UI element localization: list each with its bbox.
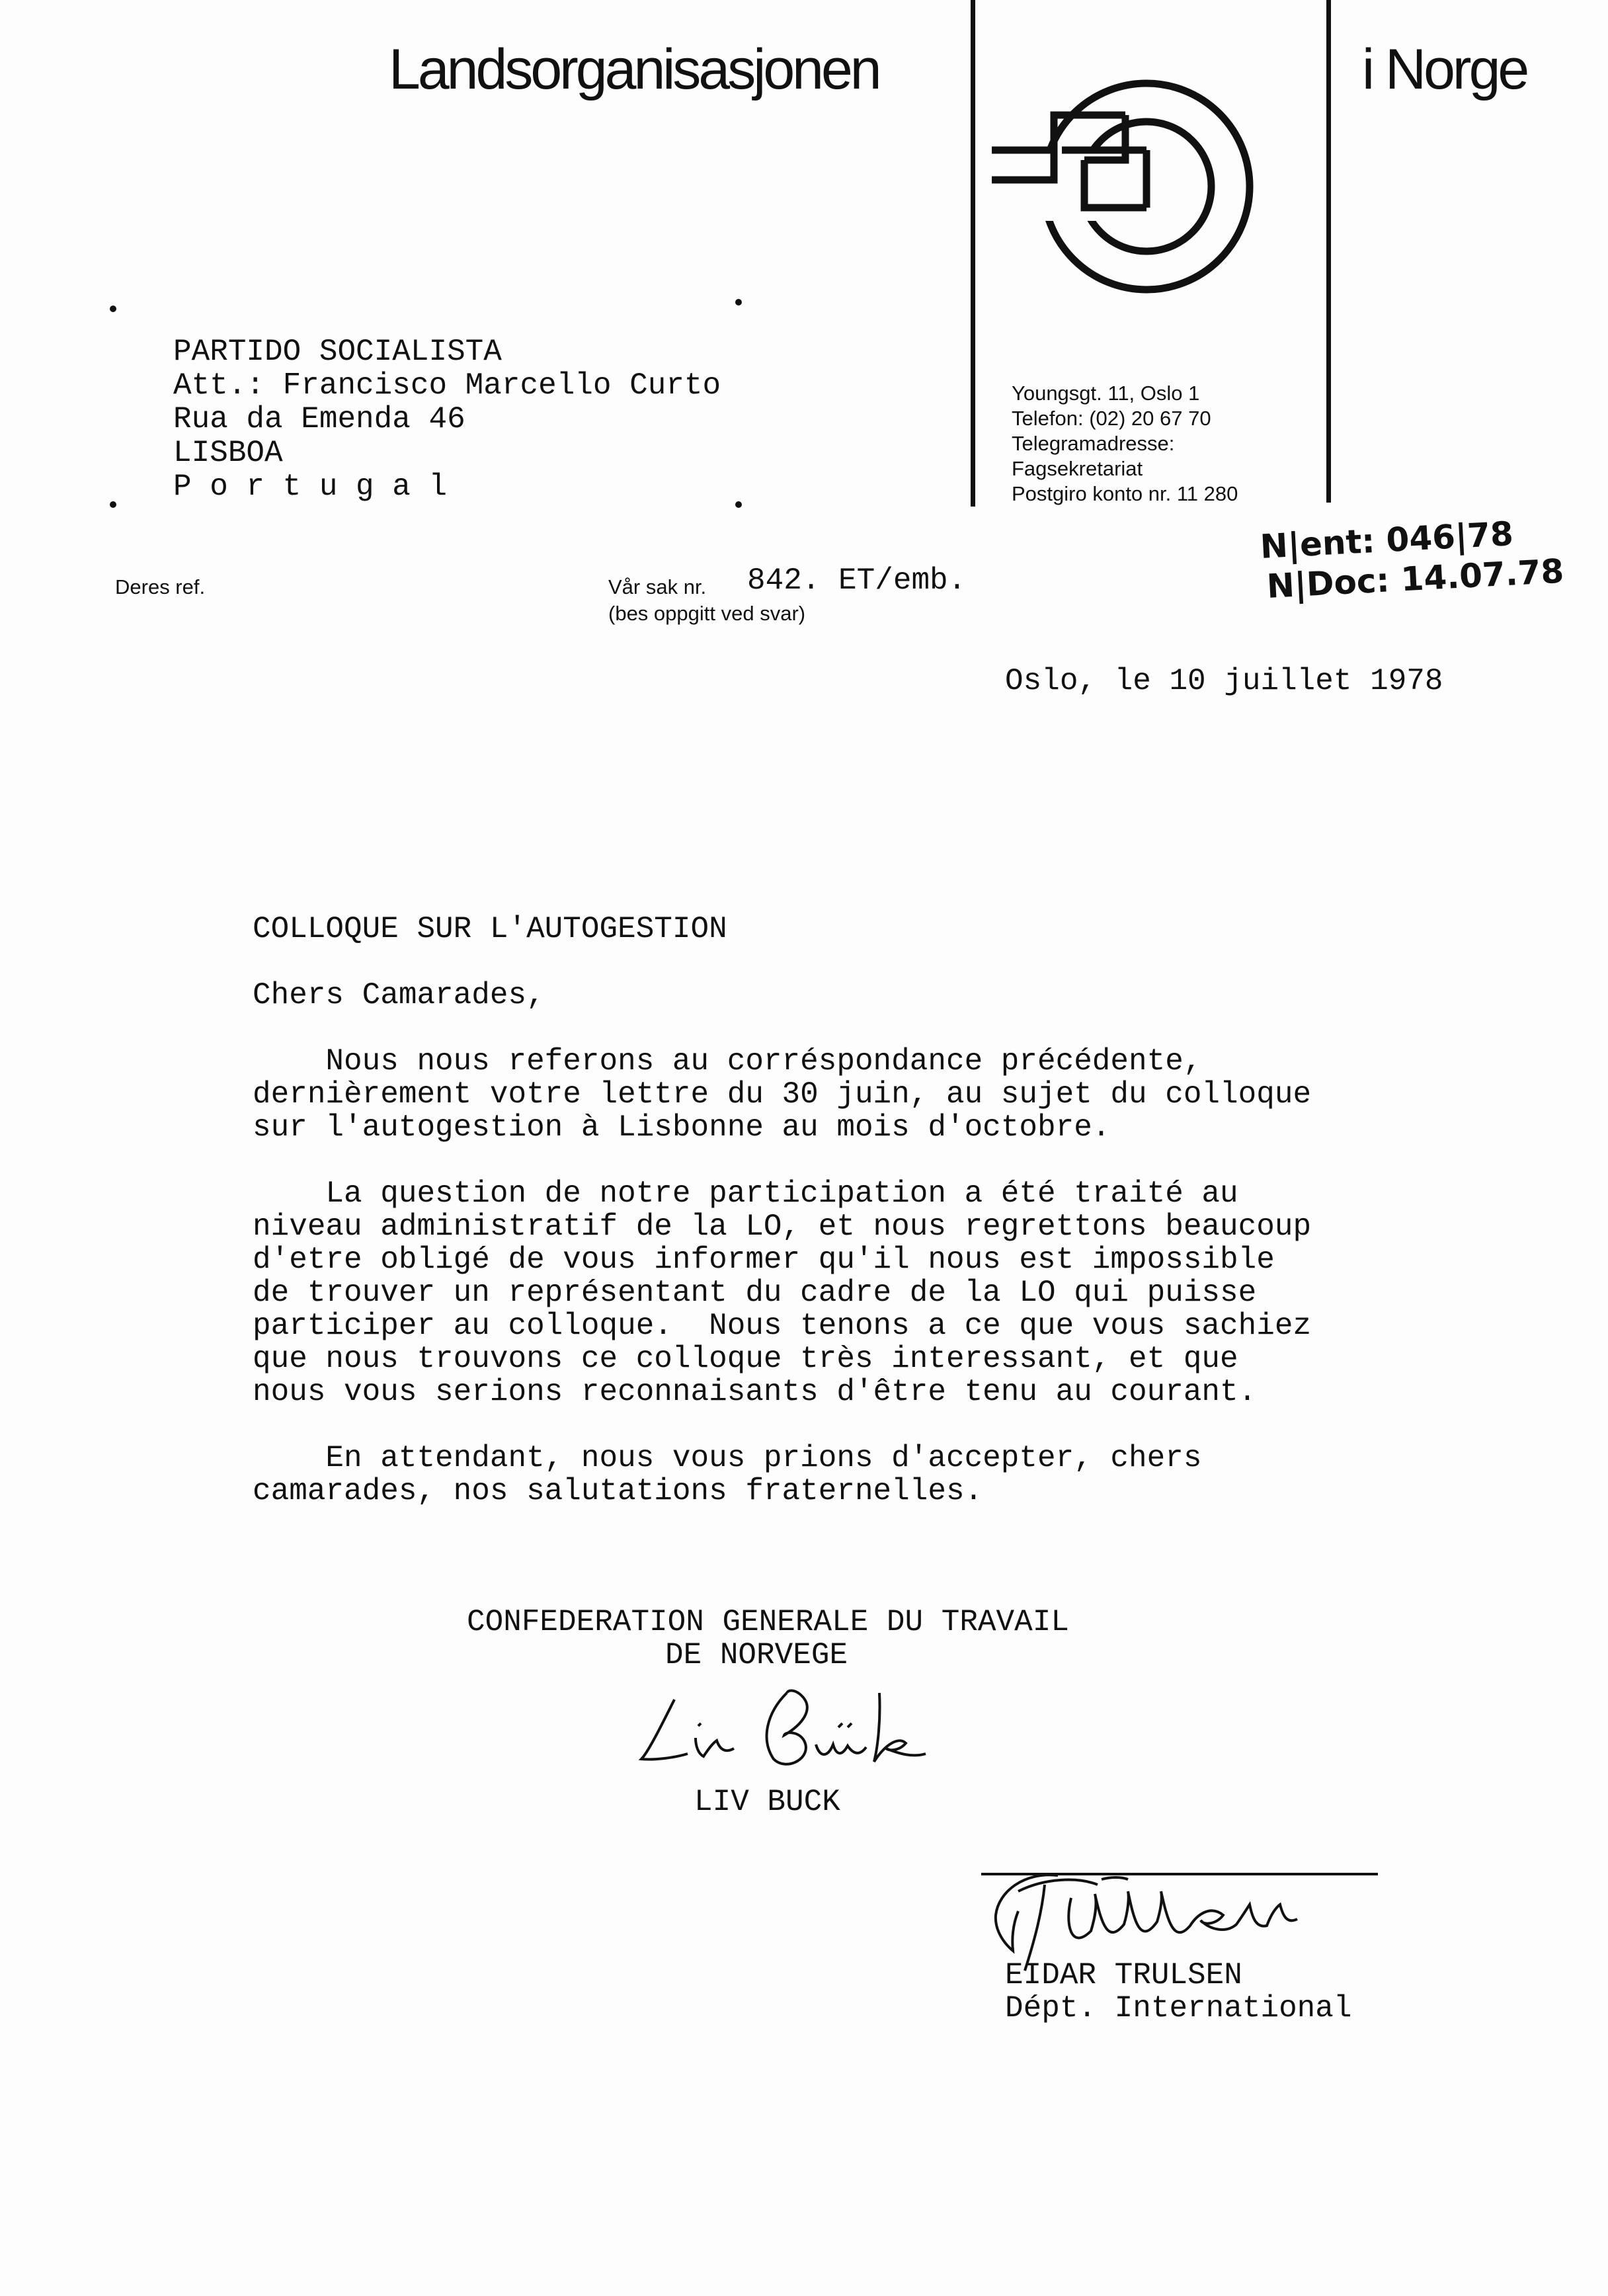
closing-org-line2: DE NORVEGE	[665, 1638, 848, 1672]
deres-ref-label: Deres ref.	[115, 575, 206, 598]
org-phone-line: Telefon: (02) 20 67 70	[1012, 407, 1211, 430]
signer2-name: EIDAR TRULSEN	[1005, 1958, 1242, 1992]
org-telegram-value: Fagsekretariat	[1012, 457, 1143, 480]
body-line: camarades, nos salutations fraternelles.	[253, 1474, 983, 1508]
body-line: La question de notre participation a été traité au	[253, 1176, 1238, 1211]
body-line: d'etre obligé de vous informer qu'il nous est impossible	[253, 1243, 1275, 1277]
handwritten-entry-number: N|ent: 046|78	[1259, 514, 1515, 566]
signer1-name: LIV BUCK	[694, 1785, 840, 1819]
lo-logo	[979, 79, 1309, 298]
body-line: que nous trouvons ce colloque très interessant, et que	[253, 1342, 1238, 1376]
recipient-line: Att.: Francisco Marcello Curto	[173, 368, 721, 403]
recipient-line: PARTIDO SOCIALISTA	[173, 335, 502, 369]
body-line: dernièrement votre lettre du 30 juin, au sujet du colloque	[253, 1077, 1312, 1112]
org-postgiro-line: Postgiro konto nr. 11 280	[1012, 482, 1238, 505]
var-sak-label: Vår sak nr.	[608, 575, 707, 598]
body-line: En attendant, nous vous prions d'accepter, chers	[253, 1441, 1202, 1475]
body-line: nous vous serions reconnaisants d'être tenu au courant.	[253, 1375, 1257, 1409]
org-address-line: Youngsgt. 11, Oslo 1	[1012, 382, 1200, 405]
org-name-right: i Norge	[1362, 38, 1527, 101]
letter-date: Oslo, le 10 juillet 1978	[1005, 664, 1443, 698]
recipient-line: Rua da Emenda 46	[173, 402, 465, 436]
signature-liv-buck	[635, 1680, 979, 1779]
body-line: sur l'autogestion à Lisbonne au mois d'octobre.	[253, 1110, 1111, 1145]
recipient-line: P o r t u g a l	[173, 470, 448, 504]
letterhead-rule-left	[971, 0, 975, 507]
body-line: Nous nous referons au corréspondance précédente,	[253, 1044, 1202, 1079]
salutation: Chers Camarades,	[253, 978, 545, 1012]
letter-subject: COLLOQUE SUR L'AUTOGESTION	[253, 912, 727, 946]
var-sak-note: (bes oppgitt ved svar)	[608, 602, 806, 625]
var-sak-value: 842. ET/emb.	[747, 563, 967, 598]
window-mark	[110, 306, 116, 312]
window-mark	[110, 501, 116, 508]
signer2-title: Dépt. International	[1005, 1991, 1352, 2026]
handwritten-entry-date: N|Doc: 14.07.78	[1266, 552, 1565, 606]
body-line: participer au colloque. Nous tenons a ce que vous sachiez	[253, 1309, 1312, 1343]
letterhead-rule-right	[1326, 0, 1331, 503]
org-telegram-label: Telegramadresse:	[1012, 432, 1175, 455]
closing-org-line1: CONFEDERATION GENERALE DU TRAVAIL	[467, 1605, 1069, 1639]
recipient-line: LISBOA	[173, 436, 283, 470]
body-line: de trouver un représentant du cadre de la LO qui puisse	[253, 1276, 1257, 1310]
org-name-left: Landsorganisasjonen	[389, 38, 879, 101]
window-mark	[735, 299, 742, 306]
body-line: niveau administratif de la LO, et nous regrettons beaucoup	[253, 1210, 1312, 1244]
window-mark	[735, 501, 742, 508]
